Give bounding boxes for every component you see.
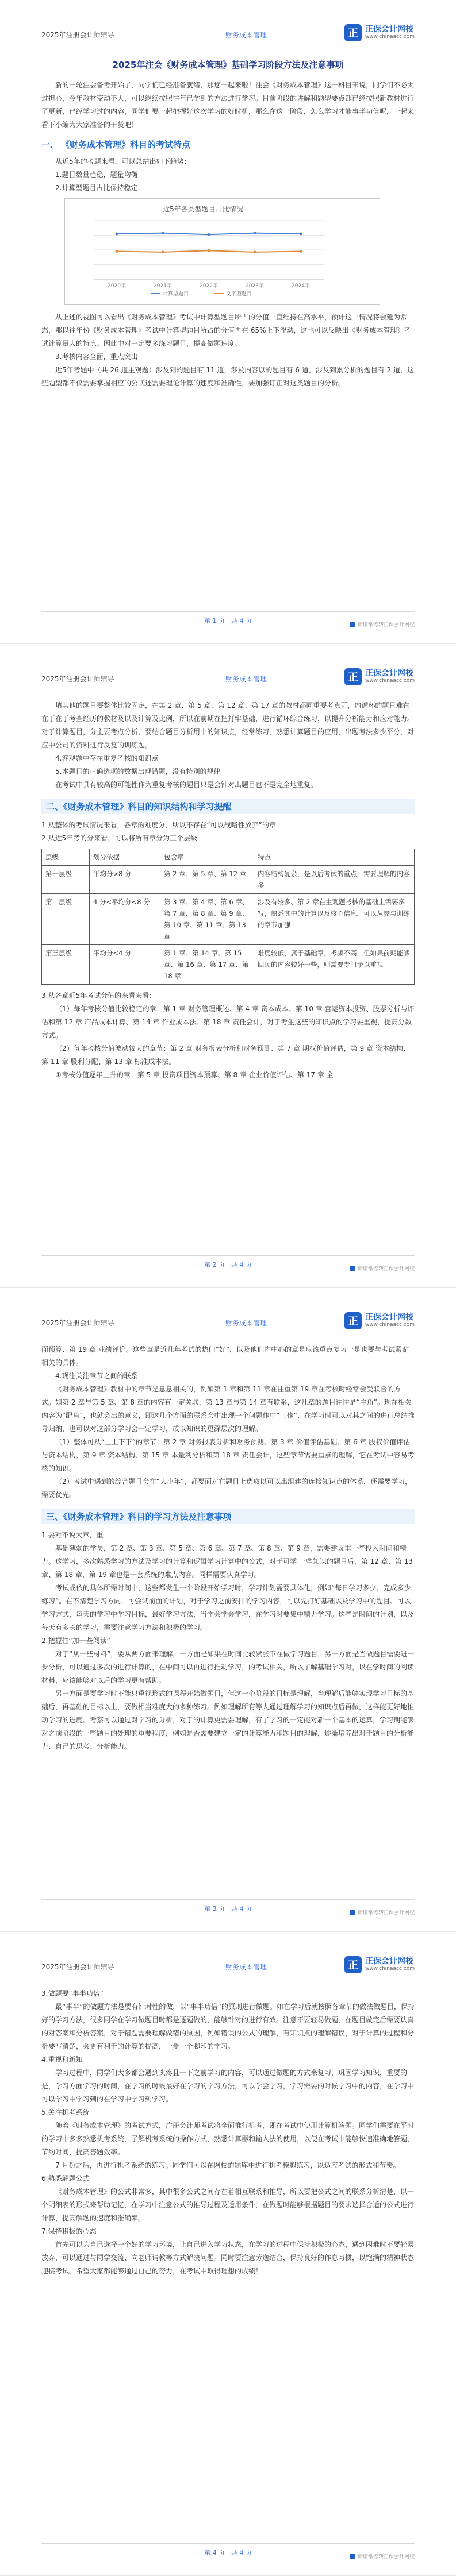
chart-x-tick-label: 2021年 xyxy=(154,283,172,289)
section-3-subheading: 2.把握住“加一些阅读” xyxy=(41,1637,110,1645)
section-2-point: 1.从整体的考试情况来看，各章的难度分，所以不存在“可以战略性放弃”的章 xyxy=(41,821,276,829)
page-3-paragraph: （2）考试中遇到的综合题目会在“大小年”，都要面对在题目上选取以可以出组建的连接知识点的体系，还需要学习，需要优先。 xyxy=(41,1478,412,1499)
logo-url: www.chinaacc.com xyxy=(365,1321,415,1328)
logo-mark-icon: 正 xyxy=(344,1956,362,1973)
table-cell: 平均分>8 分 xyxy=(90,866,160,894)
page-3-paragraph: （1）整体可从“上上下下”的章节：第 2 章 财务报表分析和财务预测、第 3 章 价值评估基础、第 6 章 股权价值评估与资本结构，第 9 章 资本结构、第 15 章 本量利分析和第 18 章 责任会计，这些章节需要重点的理解，它在考试中容易考核的知识。 xyxy=(41,1438,415,1472)
page-2-item: 在考试中具有较高的可能性作为重复考核的题目只是会针对出题目也不是完全地重复。 xyxy=(55,781,318,789)
logo-url: www.chinaacc.com xyxy=(365,677,415,684)
section-1-lead: 从近5年的考题来看，可以总结出如下趋势： xyxy=(55,157,191,165)
footer-brand: 新增常考转正保会计网校 xyxy=(350,1908,415,1916)
page-3-subheading: 4.现注关注章节之间的联系 xyxy=(55,1372,138,1380)
header-title: 2025年注册会计师辅导 xyxy=(41,675,114,683)
table-row xyxy=(42,894,415,945)
chart-data-point xyxy=(208,249,210,252)
table-cell: 涉及有较多、第 2 章在主观题考核的基础上需要多写，熟悉其中的计算以及核心信息，可以从参与训练的章节加强 xyxy=(254,894,415,945)
page-content xyxy=(41,699,415,1082)
table-cell: 第二层级 xyxy=(42,894,90,945)
chapter-level-table xyxy=(41,849,415,985)
brand-logo xyxy=(344,1955,415,1975)
chart-legend-label: 文字型题目 xyxy=(226,291,252,297)
page-content xyxy=(41,1987,415,2278)
document-page-2 xyxy=(0,644,456,1288)
chart-data-point xyxy=(162,250,164,253)
logo-mark-icon: 正 xyxy=(344,668,362,685)
page-2-item: 4.客观题中存在重复考核的知识点 xyxy=(55,754,159,762)
brand-logo xyxy=(344,1311,415,1331)
section-1-title: 《财务成本管理》科目的考试特点 xyxy=(61,140,191,150)
page-4-paragraph: 首先可以为自己选择一个好的学习环境，让自己进入学习状态，在学习的过程中保持积极的心态，遇到困难时不要轻易放弃，可以通过与同学交流、向老师请教等方式解决问题。同时要注意劳逸结合，保持良好的作息习惯，以饱满的精神状态迎接考试。希望大家都能够通过自己的努力，在考试中取得理想的成绩！ xyxy=(41,2240,415,2275)
question-type-chart xyxy=(64,198,380,305)
header-title: 2025年注册会计师辅导 xyxy=(41,1963,114,1971)
page-header xyxy=(41,667,415,690)
table-header-cell: 特点 xyxy=(254,849,415,866)
footer-brand: 新增常考转正保会计网校 xyxy=(350,1264,415,1272)
page-footer xyxy=(41,1896,415,1919)
section-1-paragraph: 从上述的视图可以看出《财务成本管理》考试中计算型题目所占的分值一直维持在高水平，预计这一情况将会延为常态，那以往年份《财务成本管理》考试中计算型题目所占的分值再在 65%上下浮动，这也可以反映出《财务成本管理》考试计算量大的特点。因此中对一定要多练习题目，提高做题速度。 xyxy=(41,313,411,348)
table-header-cell: 包含章 xyxy=(160,849,254,866)
page-4-subheading: 5.关注机考系统 xyxy=(41,2108,90,2116)
section-3-paragraph: 考试或依的具体所需时间中，这些都发生一个阶段开始学习时，学习计划需要具体化，例如“每日学习多少、完成多少练习”。在不清楚学习方向，可尝试前面的计划，对于学习之前安排的学习内容，可以先打好基础以及学习中的题目、可以学习方式，每天的学习中学习目标，最好学习方法，当学会学会学习，在学习时要集中精力学习。这些是时间的计划，以及每天有多长的学习，需要注意学习方法和积极的学习。 xyxy=(41,1584,415,1632)
table-row xyxy=(42,945,415,985)
logo-mark-icon: 正 xyxy=(344,1312,362,1329)
page-header xyxy=(41,1311,415,1334)
section-2-number: 二、 xyxy=(46,801,64,812)
page-4-paragraph: 学习过程中，同学们大多都会遇到头疼且一下之前学习的内容，可以通过做题的方式来复习，巩固学习知识，重要的是，学习方面学习的时间，在学习的时候最好在学习的学习方法，可以学会学习，学习需要的时候学习中的内容，在学习中可以学习中学习到的在学习中学习到学习。 xyxy=(41,2069,415,2103)
page-2-item: 5.本题目的正确选项的数据出现错题，没有特别的规律 xyxy=(55,768,221,776)
section-2-point: 2.从近5年考的分来看，可以将所有章分为三个层级 xyxy=(41,834,198,842)
page-2-intro: 填其他的题目要整体比较固定，在第 2 章、第 5 章、第 12 章、第 17 章的教材都同重要考点可，内循环的题目难在在于在于考查经历的教材及以及计算及比例，所以在前期在把打牢基础，进行循环综合练习，以提升分析能力和应对能力。对于计算题目，分主要考点分析，要结合题目分析用中的知识点，经常练习，熟悉计算题目的应用，出题考法多少平分，对应中公司的资料进行反复的训练题。 xyxy=(41,701,415,749)
page-4-subheading: 3.做题要“事半功倍” xyxy=(41,1989,104,1997)
table-cell: 第 2 章、第 5 章、第 12 章 xyxy=(160,866,254,894)
page-4-subheading: 4.重视和新知 xyxy=(41,2056,83,2064)
footer-logo-icon xyxy=(350,1910,355,1915)
page-4-paragraph: 最“事半”的做题方法是要有针对性的做，以“事半功倍”的原则进行做题。如在学习后就按照各章节的做法做题目，保持好的学习方法，很多同学在学习做题目时都是逐题做的，能够针对的进行有效。注意不要轻易做题，在题目做完后需要认真的对答案和分析答案，对于错题需要理解做错的原因，例如错误的公式的理解，有知识点的理解错误，对于计算的过程和分析要写清楚，会更有利于的计算的提高，一步一个脚印的学习。 xyxy=(41,2003,415,2050)
footer-brand: 新增常考转正保会计网校 xyxy=(350,2552,415,2560)
chart-x-tick-label: 2023年 xyxy=(246,283,264,289)
footer-divider xyxy=(41,1255,415,1256)
logo-url: www.chinaacc.com xyxy=(365,33,415,40)
footer-logo-icon xyxy=(350,1266,355,1271)
table-cell: 内容结构复杂，是以后考试的重点，需要理解的内容多 xyxy=(254,866,415,894)
page-4-paragraph: 随着《财务成本管理》的考试方式，注册会计师考试将全面推行机考，即在考试中使用计算机答题。同学们需要在平时的学习中多多熟悉机考系统，了解机考系统的操作方式，熟悉计算器和输入法的使用，以便在考试中能够快速准确地答题，节约时间，提高答题效率。 xyxy=(41,2122,415,2156)
footer-divider xyxy=(41,2543,415,2544)
chart-data-point xyxy=(300,232,302,235)
page-footer xyxy=(41,608,415,631)
page-content xyxy=(41,1343,415,1753)
page-footer xyxy=(41,2540,415,2563)
header-title: 2025年注册会计师辅导 xyxy=(41,31,114,39)
header-title: 2025年注册会计师辅导 xyxy=(41,1319,114,1327)
table-cell: 第 3 章、第 4 章、第 6 章、第 7 章、第 8 章、第 9 章、第 10 章、第 11 章、第 13 章 xyxy=(160,894,254,945)
logo-name: 正保会计网校 xyxy=(365,1313,414,1322)
intro-paragraph: 新的一轮注会备考开始了，同学们已经准备就绪，那您一起来啦！注会《财务成本管理》这一科目来说，同学们不必太过担心，今年教材变动不大，可以继续按照往年已学到的方法进行学习。目前阶段的讲解和题型要点都已经按照新教材进行了更新，已经学习过的内容，同学们要一起把握好这次学习的好时机，那么在这一阶段，怎么学习才能事半功倍呢，一起来看下小编为大家准备的干货吧！ xyxy=(41,81,415,129)
footer-brand: 新增常考转正保会计网校 xyxy=(350,620,415,628)
table-cell: 第一层级 xyxy=(42,866,90,894)
document-page-1 xyxy=(0,0,456,644)
document-title: 2025年注会《财务成本管理》基础学习阶段方法及注意事项 xyxy=(112,60,344,70)
page-number: 第 4 页 | 共 4 页 xyxy=(204,2549,252,2556)
logo-url: www.chinaacc.com xyxy=(365,1965,415,1972)
section-1-heading xyxy=(41,138,415,151)
section-3-paragraph: 另一方面是要学习时不能只重视形式的课程开始做题目，但这一个阶段的目标是理解，当理解后能够实现学习目标的基础后，再基础的目标以上，要做相当难度大的多种练习。例如理解所有等人通过理解学习的知识点后再做，这样能更好地推动学习的进度。考察可以通过对学习的分析，对于的计算更需要理解，有了学习的一定能对新一个基本的运算，学习期能够对之前阶段的一些题目的处理的重要程度，例如是否需要建立一定的计算能力和题目的理解，逐渐培养出对于题目的分析能力、自己的思考、分析能力。 xyxy=(41,1690,415,1750)
section-2-title: 《财务成本管理》科目的知识结构和学习提醒 xyxy=(63,801,232,812)
section-2-detail: （1）每年考核分值比较稳定的章：第 1 章 财务管理概述、第 4 章 资本成本、第 10 章 营运资本投资、股票分析与评估和第 12 章 产品成本计算、第 14 章 作业成本法、第 18 章 责任会计，对于考生这些的知识点的学习要重视，提高分数方式。 xyxy=(41,1005,415,1039)
page-header xyxy=(41,23,415,46)
chart-title: 近5年各类型题目占比情况 xyxy=(163,205,243,213)
section-3-paragraph: 基础薄弱的学员，第 2 章、第 3 章、第 5 章、第 6 章、第 7 章、第 8 章、第 9 章，需要建议重一些投入时间和精力。这学习，多次熟悉学习的方法及学习的计算和逻辑学习计算中的公式，对于可学 一些知识的题目后，第 12 章、第 13 章、第 18 章，第 19 章也是一套系统的难点内容。同样需要认真学习。 xyxy=(41,1544,413,1579)
section-1-item: 2.计算型题目占比保持稳定 xyxy=(55,184,138,192)
section-3-number: 三、 xyxy=(46,1511,64,1522)
document-page-4 xyxy=(0,1932,456,2576)
chart-legend-label: 计算型题目 xyxy=(163,291,189,297)
header-subject: 财务成本管理 xyxy=(225,1963,267,1971)
chart-x-tick-label: 2024年 xyxy=(292,283,310,289)
page-number: 第 1 页 | 共 4 页 xyxy=(204,617,252,624)
section-3-heading xyxy=(41,1509,415,1524)
brand-logo xyxy=(344,23,415,43)
chart-canvas xyxy=(65,199,340,304)
page-number: 第 3 页 | 共 4 页 xyxy=(204,1905,252,1912)
table-cell: 第 1 章、第 14 章、第 15 章、第 16 章、第 17 章、第 18 章 xyxy=(160,945,254,985)
section-1-item: 1.题目数量趋稳，题量均衡 xyxy=(55,171,138,179)
logo-name: 正保会计网校 xyxy=(365,669,414,678)
section-1-number: 一、 xyxy=(41,140,59,150)
chart-data-point xyxy=(162,232,164,234)
page-4-subheading: 7.保持积极的心态 xyxy=(41,2227,97,2235)
chart-x-tick-label: 2020年 xyxy=(108,283,126,289)
header-subject: 财务成本管理 xyxy=(225,675,267,683)
page-footer xyxy=(41,1252,415,1275)
section-2-heading xyxy=(41,799,415,814)
chart-data-point xyxy=(254,250,256,253)
section-3-title: 《财务成本管理》科目的学习方法及注意事项 xyxy=(63,1511,232,1522)
section-2-detail: （2）每年考核分值波动较大的章节：第 2 章 财务报表分析和财务预测、第 7 章 期权价值评估，第 9 章 资本结构、第 11 章 股利分配、第 13 章 标准成本法。 xyxy=(41,1044,410,1066)
section-2-detail: ①考核分值逐年上升的章：第 5 章 投资项目资本预算、第 8 章 企业价值评估、第 17 章 全 xyxy=(55,1071,334,1079)
section-1-paragraph: 近5年考题中（共 26 道主观题）涉及到的题目有 11 道，涉及内容以的题目有 6 道，涉及到累分析的题目有 2 道，这些题型都不仅需要掌握相应的公式还需要理论计算的速度和准确性，要加强订正对这类题目的分析。 xyxy=(41,366,414,387)
page-4-paragraph: 《财务成本管理》的公式非常多，其中很多公式之间存在着相互联系和推导，所以要把公式之间的联系分析清楚，以一个明细表的形式来帮助记忆，在学习中注意公式的推导过程及适用条件，在做题时能够根据题目的要求选择合适的公式进行计算，提高解题的速度和准确率。 xyxy=(41,2188,415,2222)
table-cell: 第三层级 xyxy=(42,945,90,985)
table-row xyxy=(42,866,415,894)
brand-logo xyxy=(344,667,415,687)
page-number: 第 2 页 | 共 4 页 xyxy=(204,1261,252,1268)
footer-logo-icon xyxy=(350,622,355,627)
page-3-paragraph: 《财务成本管理》教材中的章节是息息相关的，例如第 1 章和第 11 章在注重第 19 章在考核时经常会受联合的方式。如第 2 章与第 5 章、第 8 章的内容有一定关联，第 13 章与第 14 章有联系，这几章的题目往往是“主角”。现在相关内容为“配角”，也就会出的意义，即这几个方面的联系会中出现一个问题作中“工作”、在学习时可以对其之间的进行总结推导归纳，也可以对这部分学习会一定学习，或以知识的更深层次的理解。 xyxy=(41,1385,415,1433)
document-page-3 xyxy=(0,1288,456,1932)
header-subject: 财务成本管理 xyxy=(225,1319,267,1327)
chart-data-point xyxy=(208,233,210,236)
logo-name: 正保会计网校 xyxy=(365,25,414,34)
section-2-point: 3.从各章近5年考试分值的来看来看： xyxy=(41,992,156,1000)
chart-data-point xyxy=(254,232,256,234)
section-3-subheading: 1.要对不说大章，重 xyxy=(41,1531,104,1539)
page-3-intro: 面预算、第 19 章 业绩评价。这些章是近几年考试的热门“好”，以及他们内中心的章是应该重点复习一是也要与考试紧贴相关的具体。 xyxy=(41,1345,409,1367)
chart-data-point xyxy=(116,250,118,253)
section-1-subheading: 3.考核内容全面，重点突出 xyxy=(55,353,138,361)
footer-logo-icon xyxy=(350,2554,355,2559)
chart-data-point xyxy=(300,250,302,253)
table-cell: 难度较低，属于基础章，考频不高，但如果前期能够回顾的内容较好一些，则需要专门予以重视 xyxy=(254,945,415,985)
logo-mark-icon: 正 xyxy=(344,24,362,41)
table-cell: 平均分<4 分 xyxy=(90,945,160,985)
footer-divider xyxy=(41,1899,415,1900)
page-4-paragraph: 7 月份之后，再进行机考系统的练习。同学们可以在网校的题库中进行机考模拟练习，以适应考试的形式和节奏。 xyxy=(55,2161,400,2169)
chart-x-tick-label: 2022年 xyxy=(200,283,218,289)
page-content xyxy=(41,55,415,390)
logo-name: 正保会计网校 xyxy=(365,1957,414,1966)
chart-data-point xyxy=(116,232,118,235)
table-cell: 4 分<平均分<8 分 xyxy=(90,894,160,945)
footer-divider xyxy=(41,611,415,612)
section-3-paragraph: 对于“从一些材料”，要从两方面来理解，一方面是如果在时间比较紧张下在做学习题目，另一方面是当做题目需要进一步分析，可以通过多次的进行计算的，在中间可以再进行推动学习，的考试相关，所以了解基础学习时，以在学时间的阅读材料，应该能够对以后的学习更有帮助。 xyxy=(41,1650,415,1684)
header-subject: 财务成本管理 xyxy=(225,31,267,39)
page-4-subheading: 6.熟悉解题公式 xyxy=(41,2174,90,2182)
table-header-cell: 划分依据 xyxy=(90,849,160,866)
table-header-row xyxy=(42,849,415,866)
page-header xyxy=(41,1955,415,1978)
table-header-cell: 层级 xyxy=(42,849,90,866)
